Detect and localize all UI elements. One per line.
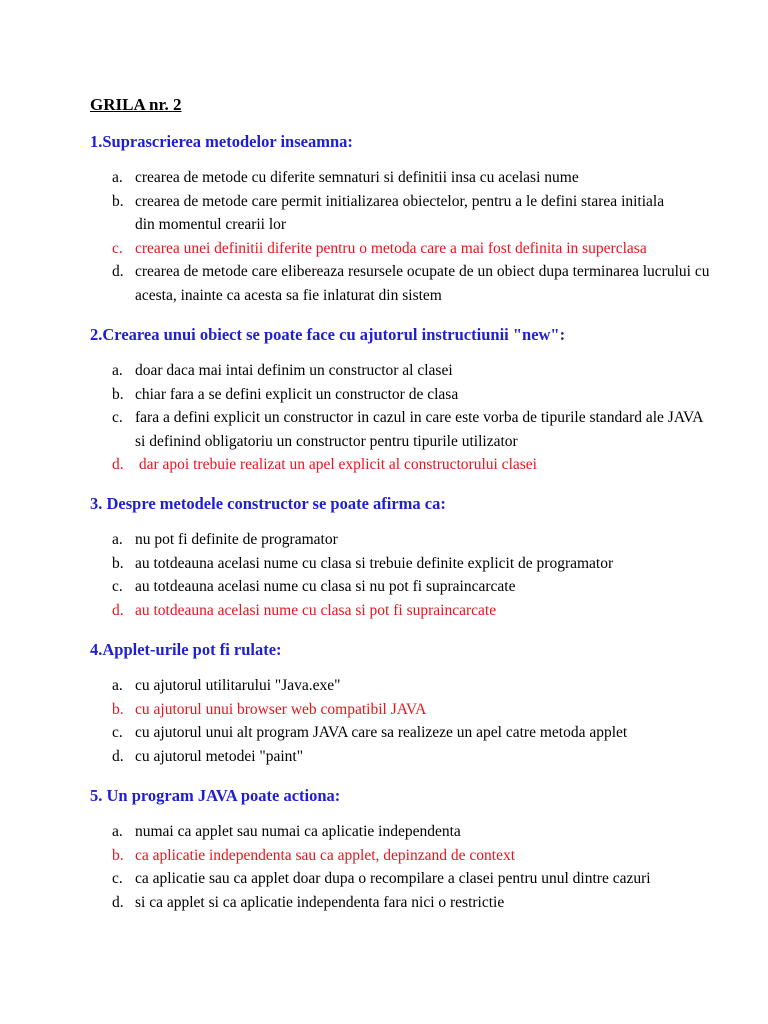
option-2a: a. doar daca mai intai definim un constructor al clasei <box>112 362 453 379</box>
question-3-options <box>112 528 752 622</box>
option-3c: c. au totdeauna acelasi nume cu clasa si nu pot fi supraincarcate <box>112 578 516 595</box>
option-2d-correct: d. dar apoi trebuie realizat un apel explicit al constructorului clasei <box>112 456 537 473</box>
question-2-options <box>112 359 752 477</box>
option-1b: b. crearea de metode care permit initializarea obiectelor, pentru a le defini starea initiala din momentul crearii lor <box>112 192 665 233</box>
option-3b: b. au totdeauna acelasi nume cu clasa si trebuie definite explicit de programator <box>112 554 614 572</box>
question-4-options <box>112 674 752 768</box>
question-3-heading: 3. Despre metodele constructor se poate afirma ca: <box>90 494 446 513</box>
option-3d-correct: d. au totdeauna acelasi nume cu clasa si pot fi supraincarcate <box>112 601 497 619</box>
option-4d: d. cu ajutorul metodei "paint" <box>112 747 304 765</box>
option-4c: c. cu ajutorul unui alt program JAVA care sa realizeze un apel catre metoda applet <box>112 724 628 741</box>
option-1c-correct: c. crearea unei definitii diferite pentru o metoda care a mai fost definita in superclasa <box>112 239 647 257</box>
option-5c: c. ca aplicatie sau ca applet doar dupa o recompilare a clasei pentru unul dintre cazuri <box>112 870 651 887</box>
option-5b-correct: b. ca aplicatie independenta sau ca applet, depinzand de context <box>112 846 515 864</box>
option-1a: a. crearea de metode cu diferite semnaturi si definitii insa cu acelasi nume <box>112 169 579 186</box>
option-1d: d. crearea de metode care elibereaza resursele ocupate de un obiect dupa terminarea lucrului cu acesta, inainte ca acesta sa fie inlaturat din sistem <box>112 263 710 304</box>
option-4a: a. cu ajutorul utilitarului "Java.exe" <box>112 677 341 694</box>
option-4b-correct: b. cu ajutorul unui browser web compatibil JAVA <box>112 700 427 718</box>
option-5a: a. numai ca applet sau numai ca aplicatie independenta <box>112 823 461 840</box>
question-1-heading: 1.Suprascrierea metodelor inseamna: <box>90 132 353 151</box>
option-2c: c. fara a defini explicit un constructor in cazul in care este vorba de tipurile standard ale JAVA si definind obligatoriu un constructor pentru tipurile utilizator <box>112 409 703 450</box>
question-4-heading: 4.Applet-urile pot fi rulate: <box>90 640 282 659</box>
page-title: GRILA nr. 2 <box>90 95 182 114</box>
question-2-heading: 2.Crearea unui obiect se poate face cu ajutorul instructiunii "new": <box>90 325 566 344</box>
question-5-heading: 5. Un program JAVA poate actiona: <box>90 786 341 805</box>
question-1-options <box>112 166 752 307</box>
option-2b: b. chiar fara a se defini explicit un constructor de clasa <box>112 385 459 403</box>
option-3a: a. nu pot fi definite de programator <box>112 531 338 548</box>
option-5d: d. si ca applet si ca aplicatie independenta fara nici o restrictie <box>112 893 505 911</box>
question-5-options <box>112 820 752 914</box>
